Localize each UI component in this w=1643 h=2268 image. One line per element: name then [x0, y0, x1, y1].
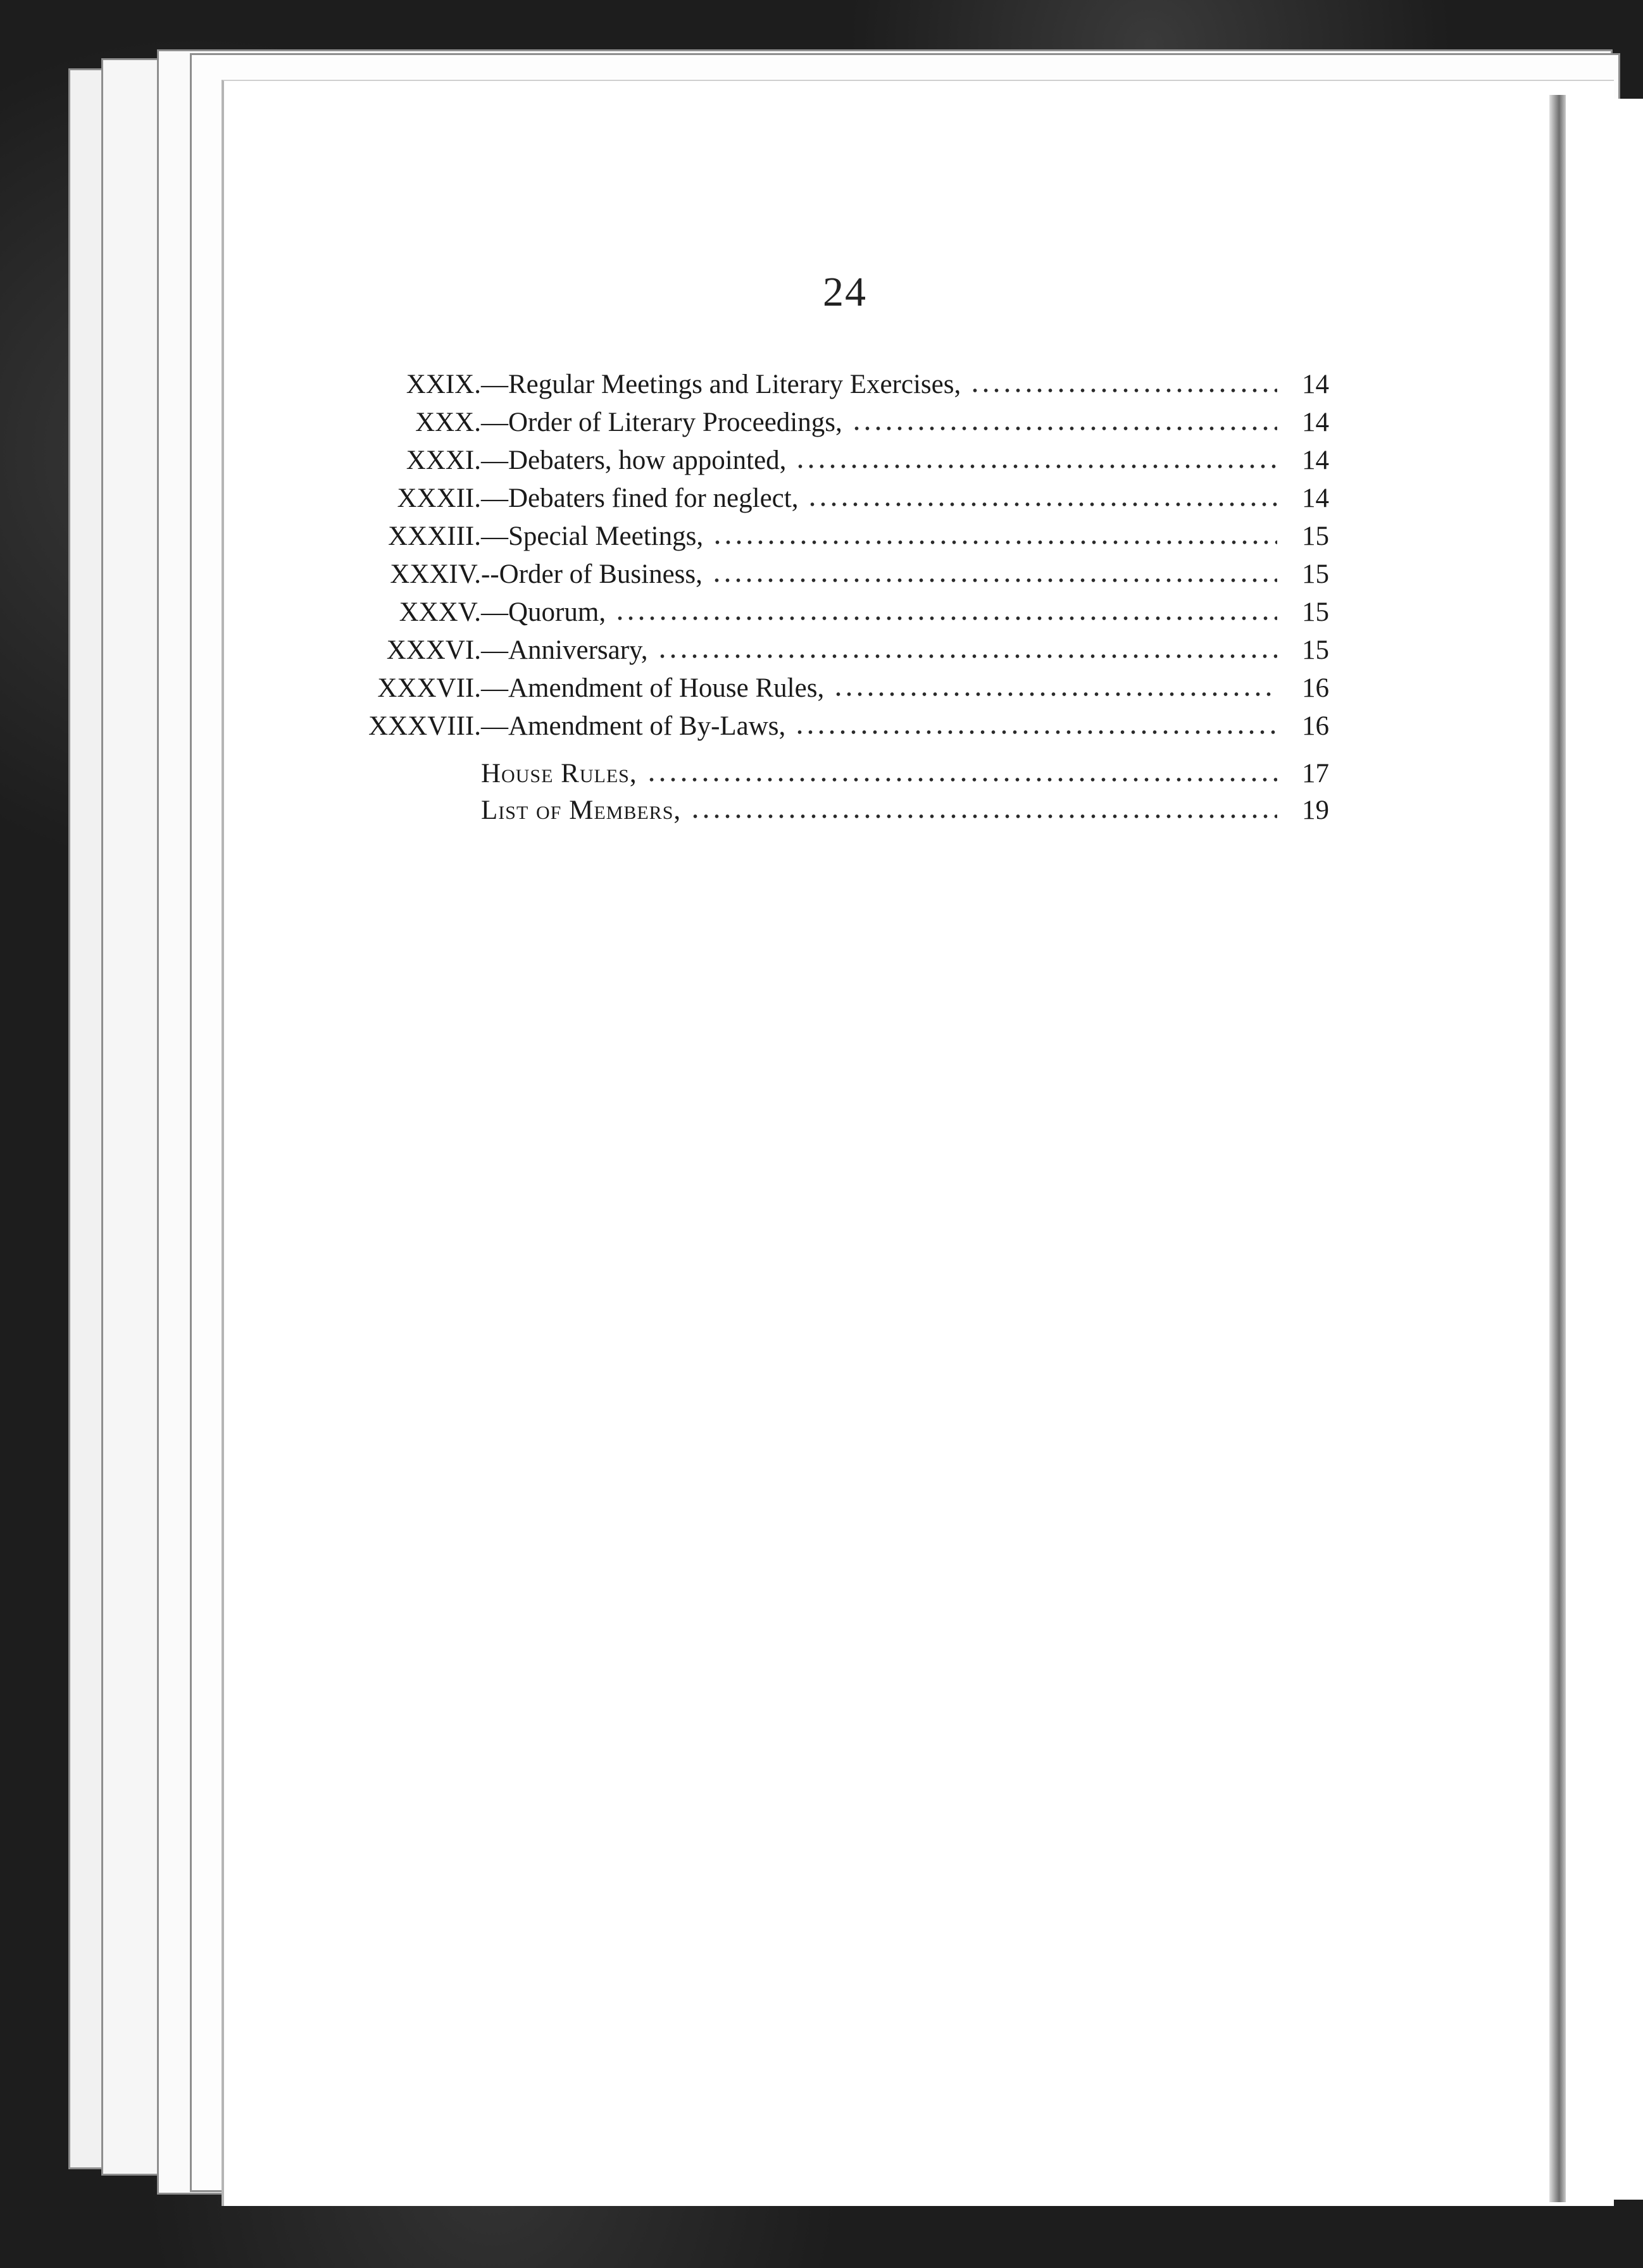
- toc-title: —Debaters, how appointed,: [481, 446, 787, 475]
- dot-leader: [807, 502, 1277, 507]
- dot-leader: [646, 777, 1277, 782]
- dot-leader: [851, 426, 1277, 431]
- toc-numeral: XXXI.: [406, 446, 481, 475]
- toc-numeral: XXXIV.: [390, 559, 481, 589]
- toc-numeral: XXXVI.: [386, 635, 481, 665]
- toc-numeral: XXXVIII.: [368, 711, 481, 741]
- dot-leader: [970, 388, 1277, 393]
- toc-page: 19: [1302, 795, 1329, 825]
- toc-numeral: XXXV.: [399, 597, 481, 627]
- toc-entry: [390, 559, 1329, 597]
- dot-leader: [657, 654, 1277, 659]
- toc-page: 17: [1302, 759, 1329, 788]
- toc-page: 16: [1302, 711, 1329, 741]
- toc-entry: [397, 483, 1329, 521]
- dot-leader: [712, 540, 1277, 545]
- toc-title: —Amendment of House Rules,: [481, 673, 825, 703]
- toc-numeral: XXXIII.: [388, 521, 481, 551]
- toc-entry: [388, 521, 1329, 559]
- toc-entry: [399, 597, 1329, 635]
- page-number: 24: [823, 269, 867, 315]
- toc-numeral: XXX.: [415, 408, 481, 437]
- toc-numeral: XXXII.: [397, 483, 481, 513]
- dot-leader: [690, 814, 1277, 819]
- toc-title: List of Members,: [481, 795, 682, 825]
- toc-page: 14: [1302, 408, 1329, 437]
- toc-entry-house-rules: [481, 758, 1329, 796]
- toc-title: --Order of Business,: [481, 559, 703, 589]
- toc-title: —Debaters fined for neglect,: [481, 483, 799, 513]
- toc-title: —Quorum,: [481, 597, 606, 627]
- facing-page-edge: [1566, 99, 1643, 2200]
- toc-page: 15: [1302, 597, 1329, 627]
- toc-title: —Amendment of By-Laws,: [481, 711, 786, 741]
- dot-leader: [795, 464, 1277, 469]
- toc-entry: [415, 407, 1329, 445]
- toc-entry: [406, 369, 1329, 407]
- dot-leader: [711, 578, 1277, 583]
- toc-numeral: XXIX.: [406, 370, 481, 399]
- toc-page: 14: [1302, 446, 1329, 475]
- toc-entry-list-of-members: [481, 795, 1329, 833]
- toc-title: —Regular Meetings and Literary Exercises,: [481, 370, 961, 399]
- dot-leader: [833, 692, 1277, 697]
- toc-page: 15: [1302, 521, 1329, 551]
- toc-title: House Rules,: [481, 759, 637, 788]
- toc-title: —Special Meetings,: [481, 521, 704, 551]
- toc-page: 15: [1302, 559, 1329, 589]
- toc-entry: [406, 445, 1329, 483]
- toc-title: —Anniversary,: [481, 635, 648, 665]
- toc-title: —Order of Literary Proceedings,: [481, 408, 842, 437]
- toc-page: 16: [1302, 673, 1329, 703]
- toc-entry: [386, 635, 1329, 673]
- toc-page: 14: [1302, 483, 1329, 513]
- binding-gutter: [1549, 95, 1566, 2202]
- toc-numeral: XXXVII.: [377, 673, 481, 703]
- toc-page: 15: [1302, 635, 1329, 665]
- dot-leader: [794, 730, 1277, 735]
- toc-page: 14: [1302, 370, 1329, 399]
- toc-entry: [377, 673, 1329, 711]
- toc-entry: [368, 711, 1329, 749]
- dot-leader: [615, 616, 1277, 621]
